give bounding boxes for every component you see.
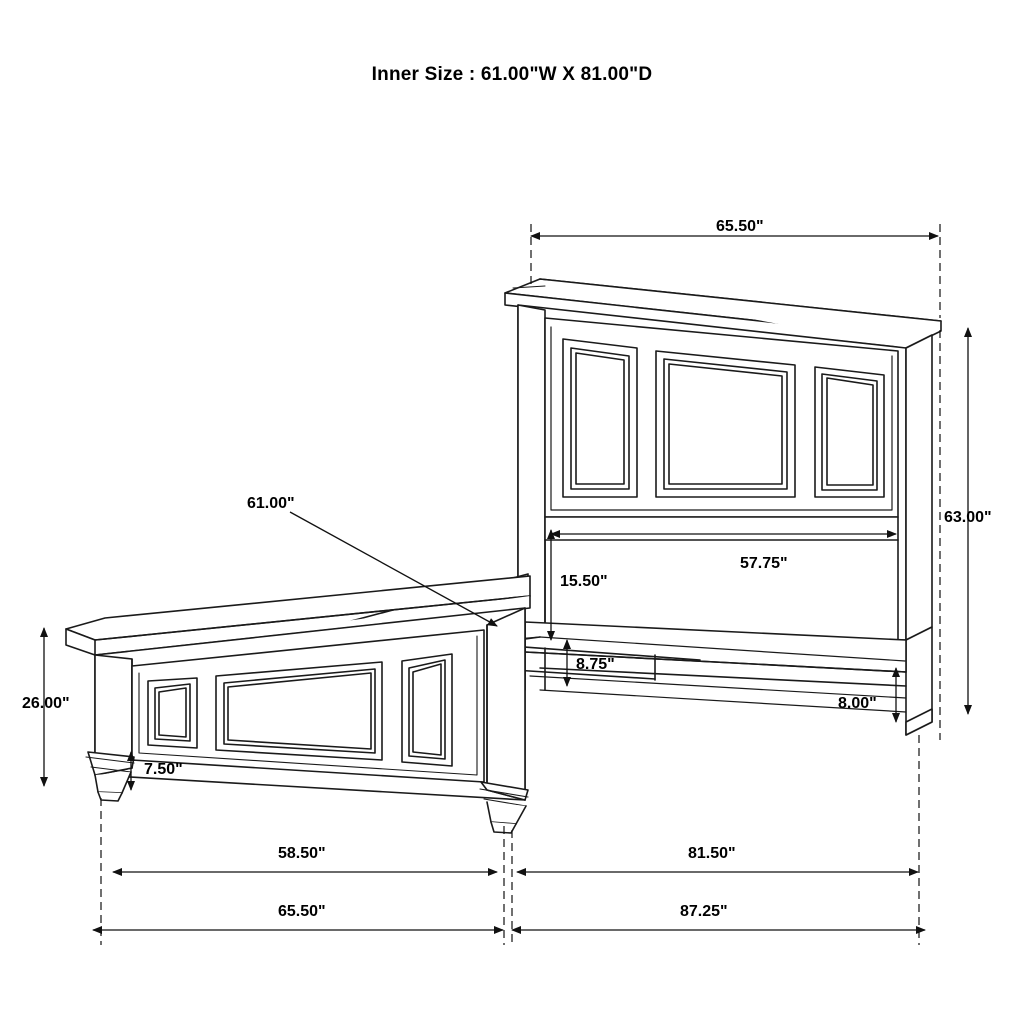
dimension-label-headboard-height: 63.00" [944,509,992,526]
dimension-label-clearance-height: 8.00" [838,695,877,712]
dimension-label-rail-slat-height: 8.75" [576,656,615,673]
dimension-label-footboard-inner-width: 58.50" [278,845,326,862]
dimension-label-footboard-outer-width: 65.50" [278,903,326,920]
dimension-label-footboard-height: 26.00" [22,695,70,712]
dimension-label-mattress-width-callout: 61.00" [247,495,295,512]
page-title: Inner Size : 61.00"W X 81.00"D [371,64,653,85]
dimension-label-bed-outer-length: 87.25" [680,903,728,920]
dimension-label-bed-inner-length: 81.50" [688,845,736,862]
dimension-label-headboard-width-top: 65.50" [716,218,764,235]
dimension-label-rail-inner-width: 57.75" [740,555,788,572]
dimension-label-headboard-rail-height: 15.50" [560,573,608,590]
dimension-label-foot-post-height: 7.50" [144,761,183,778]
